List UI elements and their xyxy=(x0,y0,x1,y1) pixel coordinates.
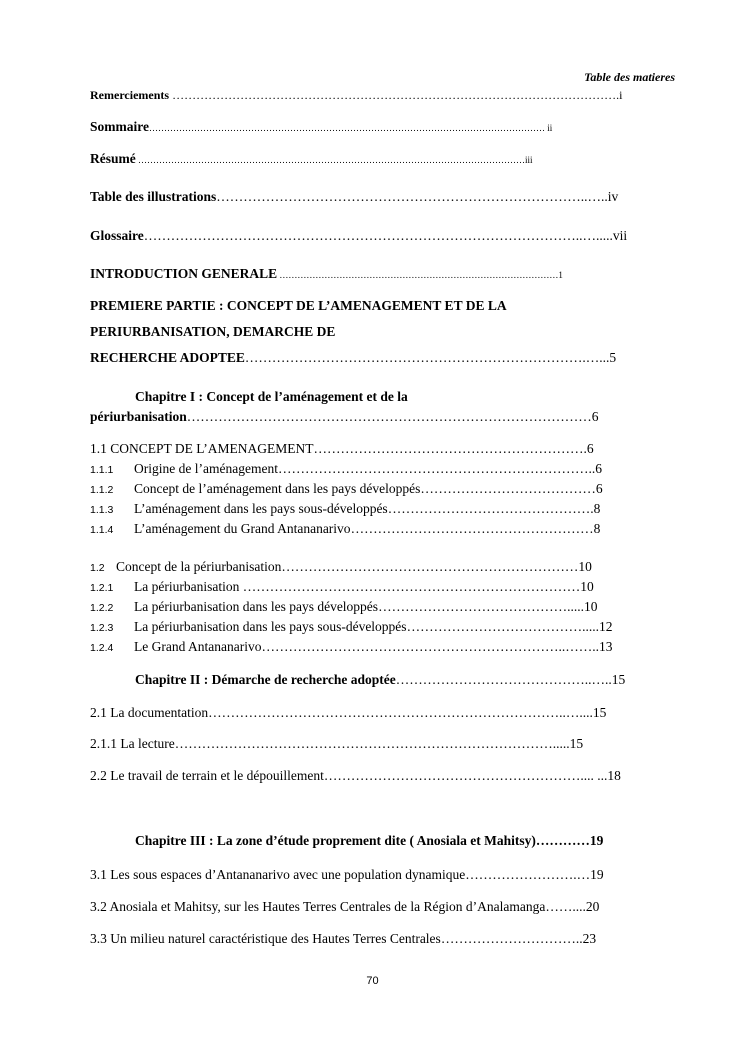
toc-leader: …………………….…19 xyxy=(465,867,604,882)
toc-entry-1-2-4 xyxy=(90,638,612,657)
toc-number: 1.1.4 xyxy=(90,524,114,536)
toc-number: 1.1.1 xyxy=(90,464,114,476)
toc-label: Concept de la périurbanisation xyxy=(116,559,282,574)
toc-entry-1-1-2 xyxy=(90,480,603,499)
toc-leader: …………………………………………………………..……..13 xyxy=(261,639,613,654)
toc-leader: …………………………………………………………………………………………………………………iii xyxy=(135,155,533,165)
toc-leader: ………………………………………………8 xyxy=(350,521,601,536)
toc-leader: ……....20 xyxy=(545,899,600,914)
toc-label: 2.2 Le travail de terrain et le dépouillement xyxy=(90,768,324,783)
toc-leader: ……………………………………..…..15 xyxy=(395,672,626,687)
toc-label: La périurbanisation xyxy=(134,579,240,594)
toc-entry-glossaire xyxy=(90,227,627,245)
toc-leader: …………………………………………………………10 xyxy=(281,559,592,574)
toc-label: Chapitre II : Démarche de recherche adoptée xyxy=(135,672,396,687)
toc-chapter3 xyxy=(135,832,603,850)
toc-label: Glossaire xyxy=(90,228,144,243)
toc-entry-sommaire xyxy=(90,118,552,137)
toc-entry-1-1 xyxy=(90,440,594,458)
toc-number: 1.2.2 xyxy=(90,602,114,614)
toc-label: périurbanisation xyxy=(90,409,187,424)
toc-entry-1-2-1 xyxy=(90,578,594,597)
toc-entry-1-1-3 xyxy=(90,500,600,519)
toc-entry-3-3 xyxy=(90,930,596,948)
toc-partie1-line1: PREMIERE PARTIE : CONCEPT DE L’AMENAGEMENT ET DE LA xyxy=(90,298,507,313)
toc-chapter1-line1: Chapitre I : Concept de l’aménagement et de la xyxy=(135,389,408,404)
toc-leader: ……………………………………………………………..6 xyxy=(277,461,602,476)
toc-leader: …………………………………….....10 xyxy=(378,599,598,614)
toc-label: 1.1 CONCEPT DE L’AMENAGEMENT xyxy=(90,441,314,456)
toc-leader: ………………………………………………………………….…...5 xyxy=(244,350,617,365)
toc-label: 2.1 La documentation xyxy=(90,705,209,720)
toc-label: INTRODUCTION GENERALE xyxy=(90,266,278,281)
toc-label: 2.1.1 La lecture xyxy=(90,736,175,751)
toc-leader: ………………………………………………………………………..…..iv xyxy=(216,189,619,204)
toc-entry-2-2 xyxy=(90,767,621,785)
toc-entry-introduction xyxy=(90,265,563,284)
toc-label: Table des illustrations xyxy=(90,189,217,204)
toc-entry-remerciements xyxy=(90,86,622,104)
toc-leader: …………………………………………………………………………………1 xyxy=(277,270,563,280)
toc-number: 1.1.2 xyxy=(90,484,114,496)
toc-leader: ………………………………………………………………………….....15 xyxy=(174,736,584,751)
toc-label: Concept de l’aménagement dans les pays développés xyxy=(134,481,421,496)
toc-label: 3.3 Un milieu naturel caractéristique des Hautes Terres Centrales xyxy=(90,931,441,946)
toc-label: 3.2 Anosiala et Mahitsy, sur les Hautes Terres Centrales de la Région d’Analamanga xyxy=(90,899,546,914)
toc-entry-3-1 xyxy=(90,866,604,884)
toc-chapter1-line2 xyxy=(90,408,599,426)
toc-entry-1-2-2 xyxy=(90,598,597,617)
toc-label: Le Grand Antananarivo xyxy=(134,639,262,654)
toc-entry-illustrations xyxy=(90,188,618,206)
toc-number: 1.1.3 xyxy=(90,504,114,516)
toc-leader: …………19 xyxy=(535,833,604,848)
toc-label: Résumé xyxy=(90,151,136,166)
running-header: Table des matieres xyxy=(584,70,675,84)
toc-number: 1.2.4 xyxy=(90,642,114,654)
toc-label: 3.1 Les sous espaces d’Antananarivo avec une population dynamique xyxy=(90,867,466,882)
toc-label: La périurbanisation dans les pays développés xyxy=(134,599,379,614)
toc-entry-1-1-4 xyxy=(90,520,600,539)
toc-leader: ……………………………………………………………………..…....15 xyxy=(208,705,607,720)
toc-leader: …………………………..23 xyxy=(440,931,597,946)
toc-leader: ………………………………………………………………………………6 xyxy=(186,409,599,424)
toc-number: 1.2.3 xyxy=(90,622,114,634)
toc-label: Origine de l’aménagement xyxy=(134,461,278,476)
toc-leader: …………………………………………………….6 xyxy=(313,441,594,456)
toc-leader: …………………………………………………………………………………………………………………… ii xyxy=(149,123,553,133)
toc-chapter2 xyxy=(135,671,625,689)
toc-label: La périurbanisation dans les pays sous-développés xyxy=(134,619,407,634)
toc-partie1-line2: PERIURBANISATION, DEMARCHE DE xyxy=(90,324,336,339)
toc-leader: ………………………………………………………………………………………………….i xyxy=(169,88,623,102)
toc-entry-1-2 xyxy=(90,558,592,577)
toc-entry-1-1-1 xyxy=(90,460,602,479)
toc-leader: ………………………………….....12 xyxy=(406,619,613,634)
toc-leader: …………………………………………………………………10 xyxy=(239,579,594,594)
toc-leader: ……………………………………….8 xyxy=(387,501,601,516)
page-number: 70 xyxy=(366,975,379,987)
toc-number: 1.2.1 xyxy=(90,582,114,594)
toc-entry-1-2-3 xyxy=(90,618,612,637)
toc-entry-2-1-1 xyxy=(90,735,583,753)
toc-leader: ……………………………………………………………………………………..….....vii xyxy=(143,228,628,243)
toc-leader: ………………………………………………….... ...18 xyxy=(323,768,621,783)
toc-entry-3-2 xyxy=(90,898,599,916)
toc-label: RECHERCHE ADOPTEE xyxy=(90,350,245,365)
toc-label: Remerciements xyxy=(90,88,170,102)
toc-label: L’aménagement du Grand Antananarivo xyxy=(134,521,351,536)
toc-label: L’aménagement dans les pays sous-développés xyxy=(134,501,388,516)
toc-label: Sommaire xyxy=(90,119,149,134)
toc-entry-2-1 xyxy=(90,704,606,722)
toc-partie1-line3 xyxy=(90,349,616,367)
toc-label: Chapitre III : La zone d’étude proprement dite ( Anosiala et Mahitsy) xyxy=(135,833,536,848)
toc-number: 1.2 xyxy=(90,562,105,574)
toc-leader: …………………………………6 xyxy=(420,481,603,496)
toc-entry-resume xyxy=(90,150,533,169)
